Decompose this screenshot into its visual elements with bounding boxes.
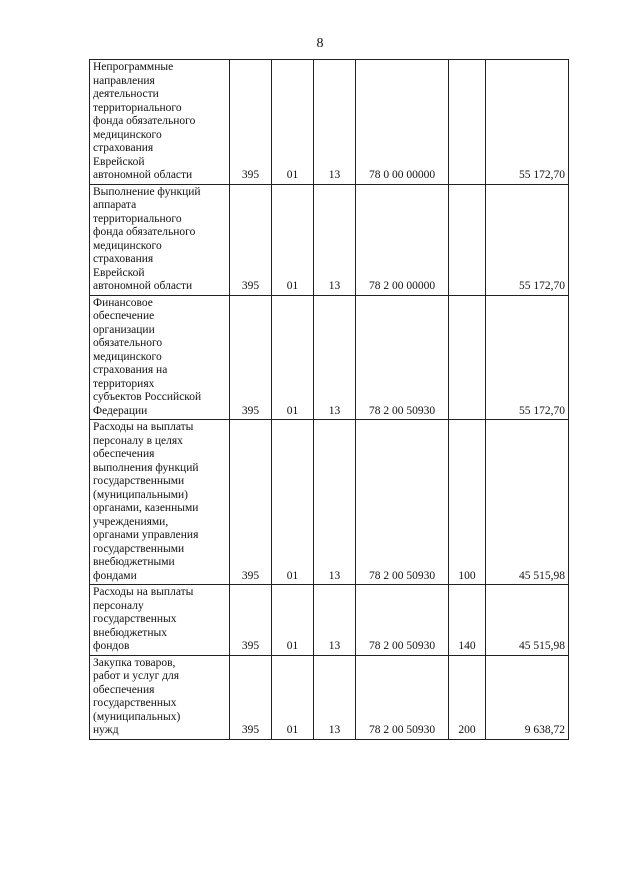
cell-target-item: 78 2 00 50930 [356, 295, 449, 420]
cell-target-item: 78 2 00 50930 [356, 420, 449, 585]
cell-subsection: 13 [314, 295, 356, 420]
cell-section: 01 [272, 60, 314, 185]
table-row [90, 585, 569, 656]
cell-department-code: 395 [230, 60, 272, 185]
row-name: Закупка товаров, работ и услуг для обеспечения государственных (муниципальных) нужд [90, 655, 230, 739]
cell-target-item: 78 0 00 00000 [356, 60, 449, 185]
cell-subsection: 13 [314, 60, 356, 185]
table-row [90, 60, 569, 185]
cell-amount: 9 638,72 [486, 655, 569, 739]
cell-department-code: 395 [230, 295, 272, 420]
cell-expense-type: 140 [449, 585, 486, 656]
row-name: Расходы на выплаты персоналу в целях обеспечения выполнения функций государственными (муниципальными) органами, казенными учреждениями, органами управления государственными внебюджетными фондами [90, 420, 230, 585]
cell-target-item: 78 2 00 50930 [356, 655, 449, 739]
table-row [90, 420, 569, 585]
cell-section: 01 [272, 585, 314, 656]
cell-subsection: 13 [314, 585, 356, 656]
cell-amount: 45 515,98 [486, 420, 569, 585]
row-name: Выполнение функций аппарата территориального фонда обязательного медицинского страхования Еврейской автономной области [90, 184, 230, 295]
table-row [90, 655, 569, 739]
cell-subsection: 13 [314, 184, 356, 295]
table-row [90, 184, 569, 295]
cell-amount: 55 172,70 [486, 184, 569, 295]
budget-table [89, 59, 569, 740]
cell-department-code: 395 [230, 420, 272, 585]
cell-target-item: 78 2 00 00000 [356, 184, 449, 295]
cell-subsection: 13 [314, 420, 356, 585]
cell-section: 01 [272, 655, 314, 739]
cell-section: 01 [272, 184, 314, 295]
cell-subsection: 13 [314, 655, 356, 739]
cell-expense-type [449, 295, 486, 420]
cell-expense-type: 100 [449, 420, 486, 585]
cell-amount: 55 172,70 [486, 60, 569, 185]
page-number: 8 [316, 36, 324, 51]
cell-expense-type [449, 60, 486, 185]
cell-expense-type: 200 [449, 655, 486, 739]
cell-target-item: 78 2 00 50930 [356, 585, 449, 656]
row-name: Расходы на выплаты персоналу государственных внебюджетных фондов [90, 585, 230, 656]
row-name: Непрограммные направления деятельности территориального фонда обязательного медицинского страхования Еврейской автономной области [90, 60, 230, 185]
table-row [90, 295, 569, 420]
cell-amount: 45 515,98 [486, 585, 569, 656]
cell-section: 01 [272, 420, 314, 585]
cell-department-code: 395 [230, 184, 272, 295]
cell-department-code: 395 [230, 655, 272, 739]
cell-expense-type [449, 184, 486, 295]
cell-section: 01 [272, 295, 314, 420]
cell-amount: 55 172,70 [486, 295, 569, 420]
row-name: Финансовое обеспечение организации обязательного медицинского страхования на территориях субъектов Российской Федерации [90, 295, 230, 420]
cell-department-code: 395 [230, 585, 272, 656]
